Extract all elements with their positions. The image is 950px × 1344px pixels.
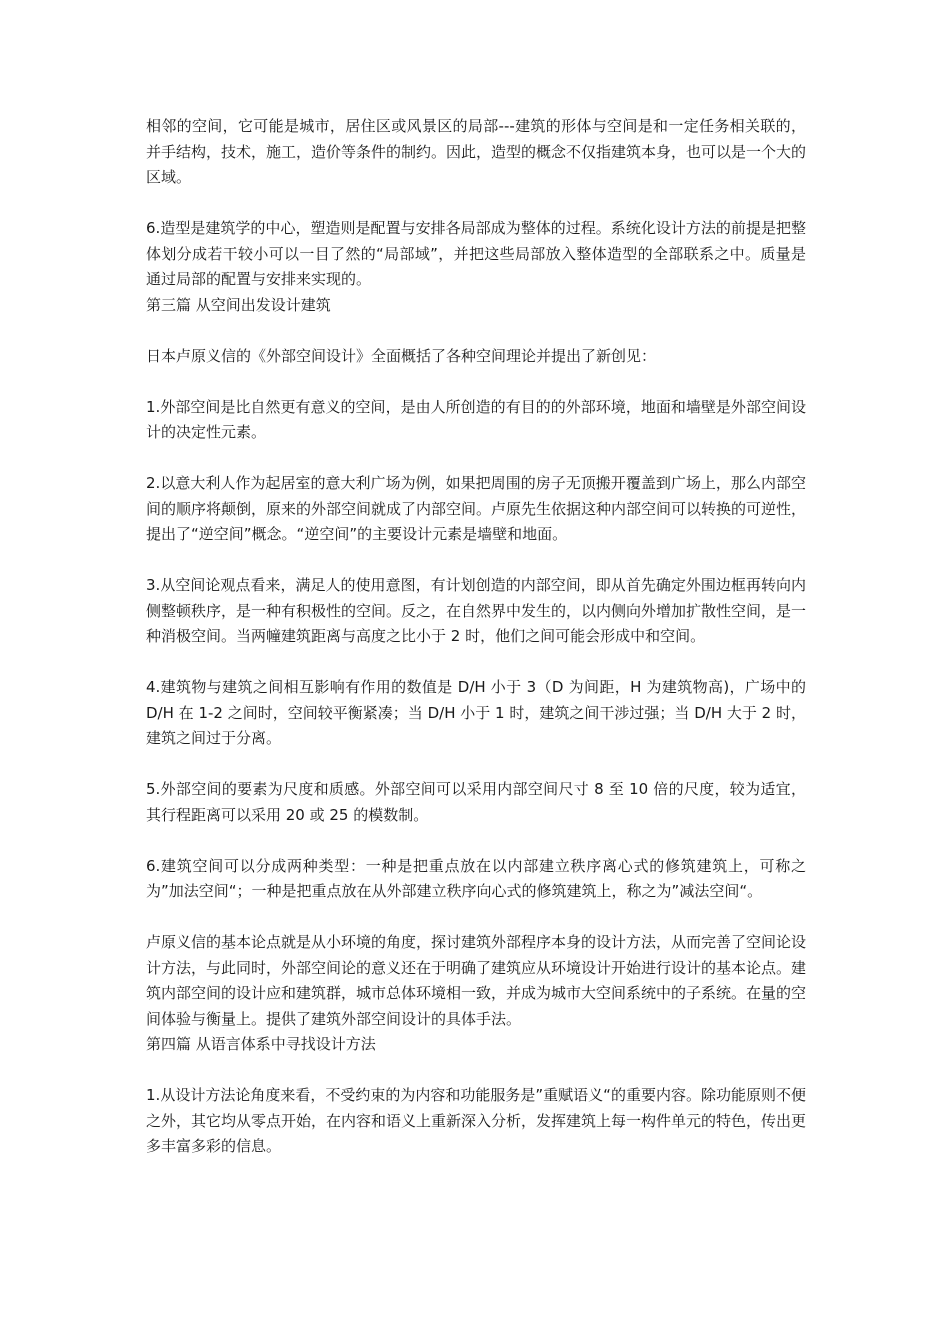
document-page xyxy=(146,114,806,1160)
paragraph-modeling-center: 6.造型是建筑学的中心，塑造则是配置与安排各局部成为整体的过程。系统化设计方法的前提是把整体划分成若干较小可以一目了然的“局部域”，并把这些局部放入整体造型的全部联系之中。质量是通过局部的配置与安排来实现的。 xyxy=(146,219,806,288)
paragraph-point-4: 4.建筑物与建筑之间相互影响有作用的数值是 D/H 小于 3（D 为间距，H 为建筑物高)，广场中的 D/H 在 1-2 之间时，空间较平衡紧凑；当 D/H 小于 1 时，建筑之间干涉过强；当 D/H 大于 2 时，建筑之间过于分离。 xyxy=(146,678,806,747)
paragraph-point-2: 2.以意大利人作为起居室的意大利广场为例，如果把周围的房子无顶搬开覆盖到广场上，那么内部空间的顺序将颠倒，原来的外部空间就成了内部空间。卢原先生依据这种内部空间可以转换的可逆性，提出了“逆空间”概念。“逆空间”的主要设计元素是墙壁和地面。 xyxy=(146,474,807,543)
section-heading-3: 第三篇 从空间出发设计建筑 xyxy=(146,295,331,314)
paragraph-point-6: 6.建筑空间可以分成两种类型：一种是把重点放在以内部建立秩序离心式的修筑建筑上，可称之为”加法空间“；一种是把重点放在从外部建立秩序向心式的修筑建筑上，称之为”减法空间“。 xyxy=(146,856,806,900)
paragraph-ashihara-intro: 日本卢原义信的《外部空间设计》全面概括了各种空间理论并提出了新创见： xyxy=(146,346,657,365)
section-heading-4: 第四篇 从语言体系中寻找设计方法 xyxy=(146,1035,376,1053)
paragraph-region-scope: 相邻的空间，它可能是城市，居住区或风景区的局部---建筑的形体与空间是和一定任务相关联的，并手结构，技术，施工，造价等条件的制约。因此，造型的概念不仅指建筑本身，也可以是一个大的区域。 xyxy=(146,117,807,186)
paragraph-point-1: 1.外部空间是比自然更有意义的空间，是由人所创造的有目的的外部环境，地面和墙壁是外部空间设计的决定性元素。 xyxy=(146,397,806,441)
paragraph-semantics-point-1: 1.从设计方法论角度来看，不受约束的为内容和功能服务是”重赋语义“的重要内容。除功能原则不便之外，其它均从零点开始，在内容和语义上重新深入分析，发挥建筑上每一构件单元的特色，传出更多丰富多彩的信息。 xyxy=(146,1086,807,1155)
paragraph-ashihara-summary: 卢原义信的基本论点就是从小环境的角度，探讨建筑外部程序本身的设计方法，从而完善了空间论设计方法，与此同时，外部空间论的意义还在于明确了建筑应从环境设计开始进行设计的基本论点。建筑内部空间的设计应和建筑群，城市总体环境相一致，并成为城市大空间系统中的子系统。在量的空间体验与衡量上。提供了建筑外部空间设计的具体手法。 xyxy=(146,933,807,1028)
paragraph-point-3: 3.从空间论观点看来，满足人的使用意图，有计划创造的内部空间，即从首先确定外围边框再转向内侧整顿秩序，是一种有积极性的空间。反之，在自然界中发生的，以内侧向外增加扩散性空间，是一种消极空间。当两幢建筑距离与高度之比小于 2 时，他们之间可能会形成中和空间。 xyxy=(146,576,807,645)
paragraph-point-5: 5.外部空间的要素为尺度和质感。外部空间可以采用内部空间尺寸 8 至 10 倍的尺度，较为适宜，其行程距离可以采用 20 或 25 的模数制。 xyxy=(146,780,806,824)
